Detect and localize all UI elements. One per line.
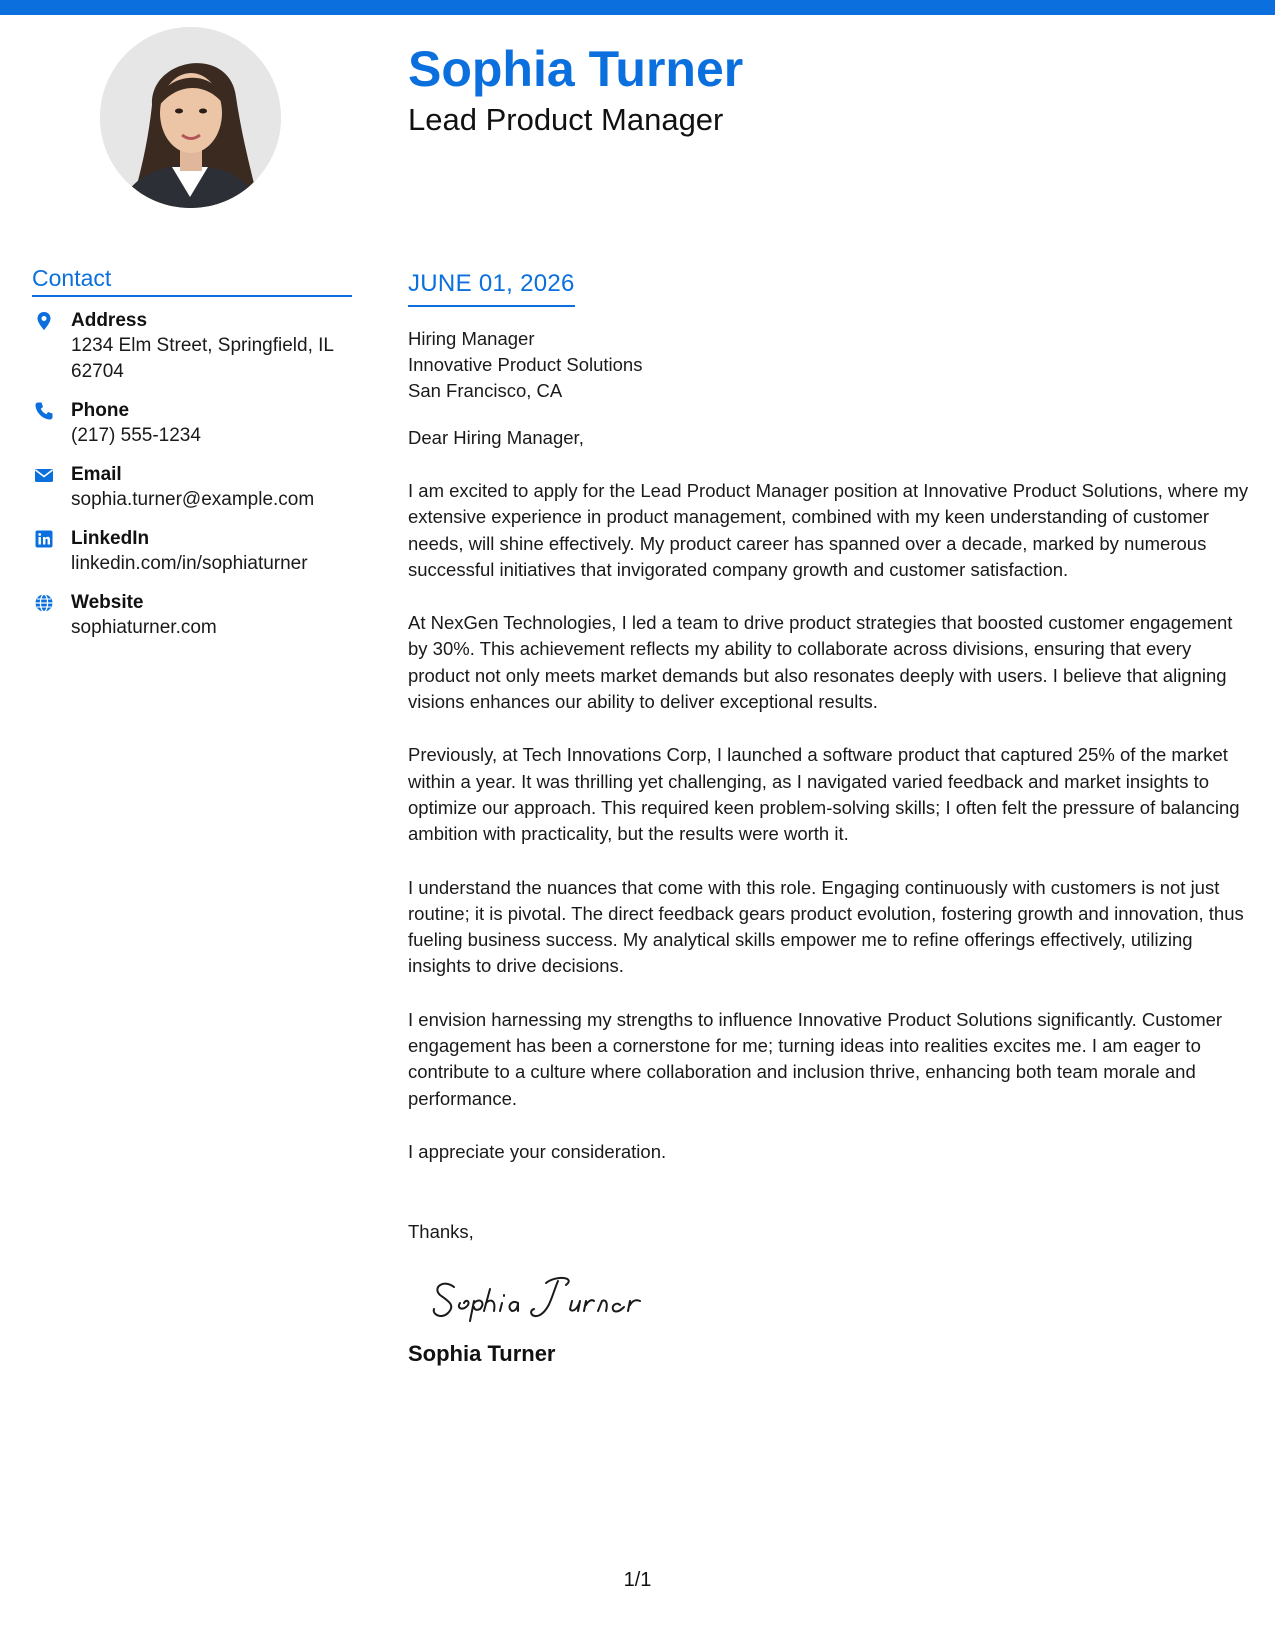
closing-line: I appreciate your consideration. [408, 1140, 667, 1162]
contact-sidebar [32, 265, 352, 655]
body-paragraph: Previously, at Tech Innovations Corp, I launched a software product that captured 25% of the market within a year. It was thrilling yet challenging, as I navigated varied feedback and market insights to optimize our approach. This required keen problem-solving skills; I often felt the pressure of balancing ambition with practicality, but the results were worth it. [408, 744, 1240, 845]
envelope-icon [34, 465, 54, 485]
contact-heading: Contact [32, 265, 352, 297]
body-paragraph: I envision harnessing my strengths to influence Innovative Product Solutions significantly. Customer engagement has been a cornerstone for me; turning ideas into realities excites me. I am eager to contribute to a culture where collaboration and inclusion thrive, enhancing both team morale and performance. [408, 1008, 1223, 1109]
globe-icon [34, 593, 54, 613]
candidate-name: Sophia Turner [408, 41, 744, 97]
letter-date: JUNE 01, 2026 [408, 270, 575, 307]
contact-phone [32, 399, 352, 449]
page-number: 1/1 [623, 1569, 652, 1591]
contact-email [32, 463, 352, 513]
recipient-line: Hiring Manager [408, 328, 535, 349]
contact-label: Email [71, 464, 122, 485]
salutation: Dear Hiring Manager, [408, 427, 584, 448]
recipient-block [408, 326, 1253, 404]
body-paragraph: At NexGen Technologies, I led a team to drive product strategies that boosted customer engagement by 30%. This achievement reflects my ability to collaborate across divisions, ensuring that every product not only meets market demands but also resonates deeply with users. I believe that aligning visions enhances our ability to deliver exceptional results. [408, 612, 1233, 713]
portrait-photo [100, 27, 281, 208]
job-title: Lead Product Manager [408, 102, 724, 137]
map-pin-icon [34, 311, 54, 331]
body-paragraph: I understand the nuances that come with this role. Engaging continuously with customers is not just routine; it is pivotal. The direct feedback gears product evolution, fostering growth and innovation, thus fueling business success. My analytical skills empower me to refine offerings effectively, utilizing insights to drive decisions. [408, 876, 1244, 977]
contact-linkedin [32, 527, 352, 577]
avatar [100, 27, 281, 208]
letter-body [408, 270, 1253, 1367]
contact-value: 62704 [71, 361, 124, 382]
contact-value: linkedin.com/in/sophiaturner [71, 553, 308, 574]
contact-label: Website [71, 592, 144, 613]
contact-website [32, 591, 352, 641]
contact-label: Address [71, 310, 148, 331]
recipient-line: San Francisco, CA [408, 380, 563, 401]
contact-label: LinkedIn [71, 528, 150, 549]
linkedin-icon [34, 529, 54, 549]
top-accent-bar [0, 0, 1275, 15]
contact-address [32, 309, 352, 385]
contact-value: 1234 Elm Street, Springfield, IL [71, 335, 334, 356]
sign-off: Thanks, [408, 1220, 474, 1242]
contact-value: (217) 555-1234 [71, 425, 201, 446]
signer-name: Sophia Turner [408, 1340, 556, 1366]
contact-value: sophiaturner.com [71, 617, 217, 638]
phone-icon [34, 401, 54, 421]
recipient-line: Innovative Product Solutions [408, 354, 643, 375]
contact-value: sophia.turner@example.com [71, 489, 315, 510]
handwritten-signature [426, 1265, 666, 1325]
contact-label: Phone [71, 400, 130, 421]
body-paragraph: I am excited to apply for the Lead Product Manager position at Innovative Product Solutions, where my extensive experience in product management, combined with my keen understanding of customer needs, will shine effectively. My product career has spanned over a decade, marked by numerous successful initiatives that invigorated company growth and customer satisfaction. [408, 480, 1249, 580]
